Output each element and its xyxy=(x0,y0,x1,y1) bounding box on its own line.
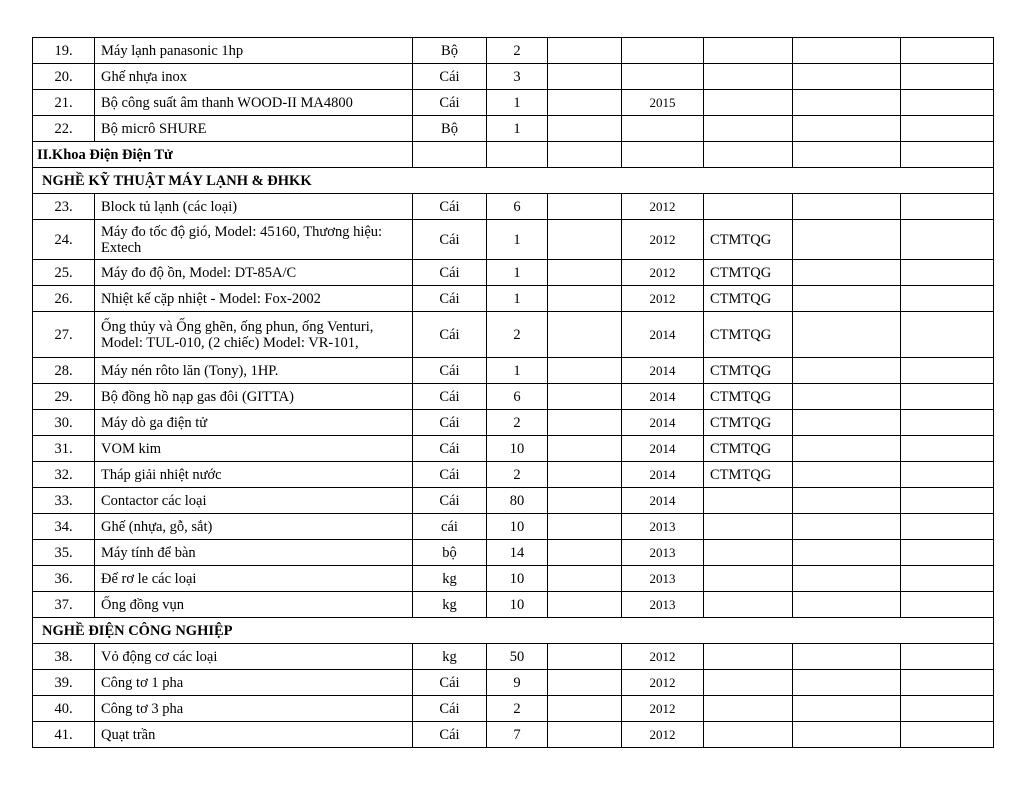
empty-cell xyxy=(901,566,994,592)
section-title: NGHỀ KỸ THUẬT MÁY LẠNH & ĐHKK xyxy=(33,168,994,194)
item-year: 2012 xyxy=(622,220,704,260)
empty-cell xyxy=(793,436,901,462)
empty-cell xyxy=(793,312,901,358)
empty-cell xyxy=(793,64,901,90)
item-name: Nhiệt kế cặp nhiệt - Model: Fox-2002 xyxy=(95,286,413,312)
item-number: 23. xyxy=(33,194,95,220)
item-quantity: 50 xyxy=(487,644,548,670)
item-number: 37. xyxy=(33,592,95,618)
empty-cell xyxy=(413,142,487,168)
item-number: 19. xyxy=(33,38,95,64)
table-row xyxy=(33,384,994,410)
empty-cell xyxy=(793,462,901,488)
table-row xyxy=(33,436,994,462)
empty-cell xyxy=(548,514,622,540)
item-note: CTMTQG xyxy=(704,436,793,462)
empty-cell xyxy=(793,592,901,618)
item-unit: Cái xyxy=(413,312,487,358)
empty-cell xyxy=(901,358,994,384)
empty-cell xyxy=(793,384,901,410)
empty-cell xyxy=(548,64,622,90)
inventory-table-body xyxy=(33,38,994,748)
empty-cell xyxy=(793,220,901,260)
item-note: CTMTQG xyxy=(704,462,793,488)
item-quantity: 2 xyxy=(487,38,548,64)
item-note xyxy=(704,64,793,90)
item-name: Máy tính để bàn xyxy=(95,540,413,566)
item-note: CTMTQG xyxy=(704,260,793,286)
empty-cell xyxy=(548,142,622,168)
item-number: 40. xyxy=(33,696,95,722)
item-unit: Cái xyxy=(413,722,487,748)
item-name: Đế rơ le các loại xyxy=(95,566,413,592)
item-year: 2013 xyxy=(622,540,704,566)
table-row xyxy=(33,194,994,220)
item-number: 25. xyxy=(33,260,95,286)
item-unit: Cái xyxy=(413,410,487,436)
empty-cell xyxy=(548,722,622,748)
item-unit: Cái xyxy=(413,220,487,260)
empty-cell xyxy=(793,358,901,384)
empty-cell xyxy=(548,566,622,592)
empty-cell xyxy=(548,312,622,358)
item-year: 2014 xyxy=(622,384,704,410)
item-unit: Bộ xyxy=(413,116,487,142)
table-row xyxy=(33,90,994,116)
item-number: 30. xyxy=(33,410,95,436)
item-note: CTMTQG xyxy=(704,286,793,312)
item-number: 41. xyxy=(33,722,95,748)
table-row xyxy=(33,64,994,90)
section-row xyxy=(33,618,994,644)
table-row xyxy=(33,116,994,142)
empty-cell xyxy=(901,90,994,116)
table-row xyxy=(33,540,994,566)
item-note xyxy=(704,670,793,696)
empty-cell xyxy=(793,488,901,514)
table-row xyxy=(33,358,994,384)
item-number: 38. xyxy=(33,644,95,670)
item-year: 2012 xyxy=(622,194,704,220)
empty-cell xyxy=(548,194,622,220)
item-note xyxy=(704,116,793,142)
item-quantity: 1 xyxy=(487,358,548,384)
item-number: 21. xyxy=(33,90,95,116)
item-year: 2014 xyxy=(622,488,704,514)
item-quantity: 10 xyxy=(487,514,548,540)
item-year: 2012 xyxy=(622,722,704,748)
empty-cell xyxy=(901,514,994,540)
section-row xyxy=(33,142,994,168)
table-row xyxy=(33,592,994,618)
item-name: Vỏ động cơ các loại xyxy=(95,644,413,670)
item-note: CTMTQG xyxy=(704,312,793,358)
empty-cell xyxy=(901,488,994,514)
empty-cell xyxy=(704,142,793,168)
empty-cell xyxy=(901,644,994,670)
empty-cell xyxy=(793,142,901,168)
item-year: 2012 xyxy=(622,644,704,670)
item-note xyxy=(704,38,793,64)
item-quantity: 6 xyxy=(487,384,548,410)
item-number: 34. xyxy=(33,514,95,540)
item-number: 39. xyxy=(33,670,95,696)
section-title: II.Khoa Điện Điện Tử xyxy=(33,142,413,168)
item-quantity: 14 xyxy=(487,540,548,566)
item-number: 27. xyxy=(33,312,95,358)
empty-cell xyxy=(793,514,901,540)
item-name: Ống thủy và Ống ghẽn, ống phun, ống Venturi, Model: TUL-010, (2 chiếc) Model: VR-101, xyxy=(95,312,413,358)
empty-cell xyxy=(901,220,994,260)
empty-cell xyxy=(901,142,994,168)
item-year: 2014 xyxy=(622,410,704,436)
item-name: Máy lạnh panasonic 1hp xyxy=(95,38,413,64)
item-note xyxy=(704,696,793,722)
item-number: 32. xyxy=(33,462,95,488)
empty-cell xyxy=(548,592,622,618)
empty-cell xyxy=(548,90,622,116)
section-title: NGHỀ ĐIỆN CÔNG NGHIỆP xyxy=(33,618,994,644)
empty-cell xyxy=(901,286,994,312)
empty-cell xyxy=(793,38,901,64)
item-note xyxy=(704,90,793,116)
item-note xyxy=(704,592,793,618)
item-note: CTMTQG xyxy=(704,220,793,260)
table-row xyxy=(33,260,994,286)
item-name: Bộ đồng hồ nạp gas đôi (GITTA) xyxy=(95,384,413,410)
item-note xyxy=(704,644,793,670)
item-name: Công tơ 3 pha xyxy=(95,696,413,722)
item-number: 33. xyxy=(33,488,95,514)
item-year: 2012 xyxy=(622,670,704,696)
table-row xyxy=(33,286,994,312)
item-year xyxy=(622,64,704,90)
empty-cell xyxy=(793,286,901,312)
item-quantity: 7 xyxy=(487,722,548,748)
empty-cell xyxy=(901,312,994,358)
item-note: CTMTQG xyxy=(704,384,793,410)
item-quantity: 1 xyxy=(487,90,548,116)
item-name: Contactor các loại xyxy=(95,488,413,514)
empty-cell xyxy=(793,566,901,592)
empty-cell xyxy=(548,462,622,488)
item-year: 2014 xyxy=(622,312,704,358)
item-unit: Cái xyxy=(413,64,487,90)
table-row xyxy=(33,644,994,670)
item-unit: Cái xyxy=(413,488,487,514)
item-quantity: 1 xyxy=(487,116,548,142)
item-name: VOM kim xyxy=(95,436,413,462)
item-number: 36. xyxy=(33,566,95,592)
empty-cell xyxy=(548,644,622,670)
item-name: Bộ công suất âm thanh WOOD-II MA4800 xyxy=(95,90,413,116)
item-quantity: 3 xyxy=(487,64,548,90)
item-year: 2015 xyxy=(622,90,704,116)
item-unit: bộ xyxy=(413,540,487,566)
empty-cell xyxy=(548,286,622,312)
item-quantity: 6 xyxy=(487,194,548,220)
item-name: Ghế (nhựa, gỗ, sắt) xyxy=(95,514,413,540)
item-year xyxy=(622,116,704,142)
item-unit: Cái xyxy=(413,462,487,488)
empty-cell xyxy=(901,670,994,696)
item-unit: kg xyxy=(413,592,487,618)
empty-cell xyxy=(901,462,994,488)
item-number: 26. xyxy=(33,286,95,312)
empty-cell xyxy=(622,142,704,168)
empty-cell xyxy=(901,64,994,90)
empty-cell xyxy=(487,142,548,168)
item-quantity: 10 xyxy=(487,592,548,618)
item-year: 2014 xyxy=(622,436,704,462)
empty-cell xyxy=(901,260,994,286)
item-year: 2013 xyxy=(622,514,704,540)
table-row xyxy=(33,566,994,592)
empty-cell xyxy=(793,722,901,748)
item-quantity: 1 xyxy=(487,220,548,260)
item-year: 2012 xyxy=(622,696,704,722)
item-unit: Cái xyxy=(413,286,487,312)
item-quantity: 9 xyxy=(487,670,548,696)
item-quantity: 10 xyxy=(487,436,548,462)
item-year: 2013 xyxy=(622,566,704,592)
item-unit: Cái xyxy=(413,358,487,384)
table-row xyxy=(33,410,994,436)
empty-cell xyxy=(901,384,994,410)
table-row xyxy=(33,722,994,748)
table-row xyxy=(33,220,994,260)
item-unit: kg xyxy=(413,644,487,670)
item-quantity: 80 xyxy=(487,488,548,514)
empty-cell xyxy=(548,358,622,384)
table-row xyxy=(33,38,994,64)
item-number: 35. xyxy=(33,540,95,566)
item-quantity: 2 xyxy=(487,696,548,722)
item-quantity: 1 xyxy=(487,286,548,312)
empty-cell xyxy=(793,90,901,116)
empty-cell xyxy=(793,670,901,696)
table-row xyxy=(33,312,994,358)
item-name: Ghế nhựa inox xyxy=(95,64,413,90)
item-unit: Cái xyxy=(413,436,487,462)
empty-cell xyxy=(548,436,622,462)
table-row xyxy=(33,488,994,514)
empty-cell xyxy=(901,194,994,220)
item-number: 20. xyxy=(33,64,95,90)
table-row xyxy=(33,670,994,696)
item-unit: Cái xyxy=(413,260,487,286)
empty-cell xyxy=(901,592,994,618)
section-row xyxy=(33,168,994,194)
item-note xyxy=(704,566,793,592)
item-year: 2013 xyxy=(622,592,704,618)
empty-cell xyxy=(901,540,994,566)
empty-cell xyxy=(901,696,994,722)
item-unit: Cái xyxy=(413,194,487,220)
empty-cell xyxy=(548,384,622,410)
empty-cell xyxy=(793,644,901,670)
item-note xyxy=(704,194,793,220)
item-note xyxy=(704,722,793,748)
item-number: 31. xyxy=(33,436,95,462)
empty-cell xyxy=(901,722,994,748)
item-name: Máy nén rôto lăn (Tony), 1HP. xyxy=(95,358,413,384)
item-quantity: 1 xyxy=(487,260,548,286)
table-row xyxy=(33,696,994,722)
item-number: 24. xyxy=(33,220,95,260)
item-unit: Bộ xyxy=(413,38,487,64)
empty-cell xyxy=(548,410,622,436)
empty-cell xyxy=(901,38,994,64)
empty-cell xyxy=(548,488,622,514)
empty-cell xyxy=(901,410,994,436)
item-name: Bộ micrô SHURE xyxy=(95,116,413,142)
item-unit: Cái xyxy=(413,670,487,696)
item-year xyxy=(622,38,704,64)
item-quantity: 10 xyxy=(487,566,548,592)
item-unit: kg xyxy=(413,566,487,592)
empty-cell xyxy=(548,260,622,286)
item-unit: Cái xyxy=(413,696,487,722)
empty-cell xyxy=(901,436,994,462)
item-quantity: 2 xyxy=(487,410,548,436)
item-name: Công tơ 1 pha xyxy=(95,670,413,696)
table-row xyxy=(33,514,994,540)
item-unit: Cái xyxy=(413,384,487,410)
empty-cell xyxy=(901,116,994,142)
empty-cell xyxy=(548,38,622,64)
item-number: 28. xyxy=(33,358,95,384)
item-number: 22. xyxy=(33,116,95,142)
item-number: 29. xyxy=(33,384,95,410)
item-year: 2012 xyxy=(622,286,704,312)
empty-cell xyxy=(793,410,901,436)
empty-cell xyxy=(548,540,622,566)
item-name: Máy đo tốc độ gió, Model: 45160, Thương hiệu: Extech xyxy=(95,220,413,260)
item-quantity: 2 xyxy=(487,312,548,358)
empty-cell xyxy=(793,696,901,722)
item-year: 2014 xyxy=(622,358,704,384)
item-note xyxy=(704,488,793,514)
item-name: Quạt trần xyxy=(95,722,413,748)
item-name: Tháp giải nhiệt nước xyxy=(95,462,413,488)
empty-cell xyxy=(548,220,622,260)
empty-cell xyxy=(548,696,622,722)
item-unit: cái xyxy=(413,514,487,540)
inventory-table xyxy=(32,37,994,748)
empty-cell xyxy=(793,540,901,566)
item-unit: Cái xyxy=(413,90,487,116)
table-row xyxy=(33,462,994,488)
item-year: 2014 xyxy=(622,462,704,488)
item-name: Máy dò ga điện tử xyxy=(95,410,413,436)
empty-cell xyxy=(793,260,901,286)
item-note xyxy=(704,540,793,566)
empty-cell xyxy=(793,194,901,220)
item-note: CTMTQG xyxy=(704,410,793,436)
item-note xyxy=(704,514,793,540)
item-name: Block tủ lạnh (các loại) xyxy=(95,194,413,220)
item-name: Máy đo độ ồn, Model: DT-85A/C xyxy=(95,260,413,286)
empty-cell xyxy=(793,116,901,142)
item-year: 2012 xyxy=(622,260,704,286)
item-name: Ống đồng vụn xyxy=(95,592,413,618)
item-note: CTMTQG xyxy=(704,358,793,384)
empty-cell xyxy=(548,116,622,142)
item-quantity: 2 xyxy=(487,462,548,488)
empty-cell xyxy=(548,670,622,696)
